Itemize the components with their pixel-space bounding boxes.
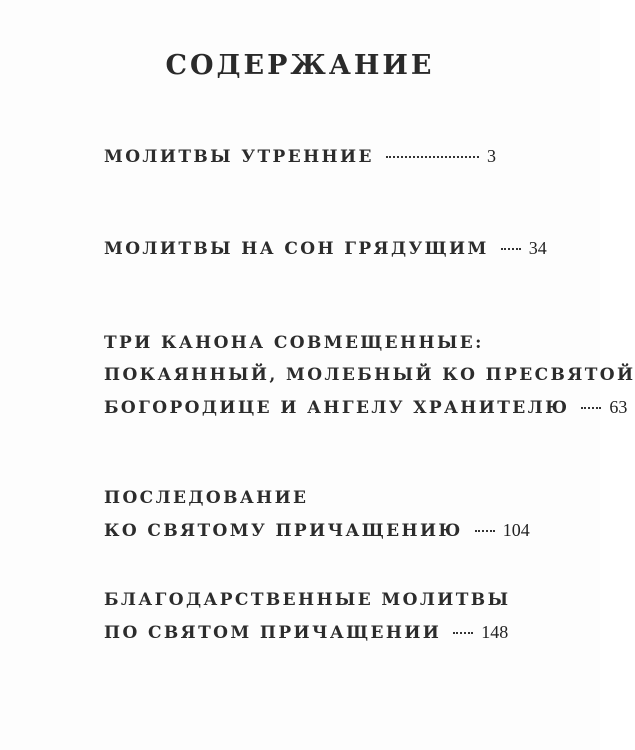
toc-line [104,333,496,365]
dot-leader [581,407,601,409]
toc-entry-title: КО СВЯТОМУ ПРИЧАЩЕНИЮ [104,521,463,541]
toc-line [104,622,509,654]
dot-leader [386,156,479,158]
toc-page-number: 104 [502,520,530,540]
toc-entry [104,488,530,552]
toc-entry [104,146,496,178]
toc-entry-title: БЛАГОДАРСТВЕННЫЕ МОЛИТВЫ [104,590,511,610]
toc-page-number: 3 [487,146,496,166]
toc-line [104,146,496,178]
toc-entry-title: МОЛИТВЫ НА СОН ГРЯДУЩИМ [104,239,489,259]
dot-leader [501,248,521,250]
dot-leader [453,632,473,634]
toc-entry-title: ТРИ КАНОНА СОВМЕЩЕННЫЕ: [104,333,484,353]
toc-page-number: 148 [481,622,509,642]
toc-line [104,238,547,270]
toc-entry-title: ПОКАЯННЫЙ, МОЛЕБНЫЙ КО ПРЕСВЯТОЙ [104,365,635,385]
toc-page-number: 34 [528,238,547,258]
toc-line [104,488,496,520]
toc-entry [104,238,547,270]
toc-entry-title: БОГОРОДИЦЕ И АНГЕЛУ ХРАНИТЕЛЮ [104,398,570,418]
toc-line [104,520,530,552]
toc-page-number: 63 [609,397,628,417]
toc-entry-title: ПОСЛЕДОВАНИЕ [104,488,309,508]
toc-line [104,397,628,429]
toc-entry [104,590,511,654]
toc-entry-title: ПО СВЯТОМ ПРИЧАЩЕНИИ [104,623,442,643]
toc-entry-title: МОЛИТВЫ УТРЕННИЕ [104,147,374,167]
toc-line [104,590,511,622]
page-title: СОДЕРЖАНИЕ [165,50,435,81]
toc-entry [104,333,635,429]
toc-line [104,365,635,397]
dot-leader [475,530,495,532]
